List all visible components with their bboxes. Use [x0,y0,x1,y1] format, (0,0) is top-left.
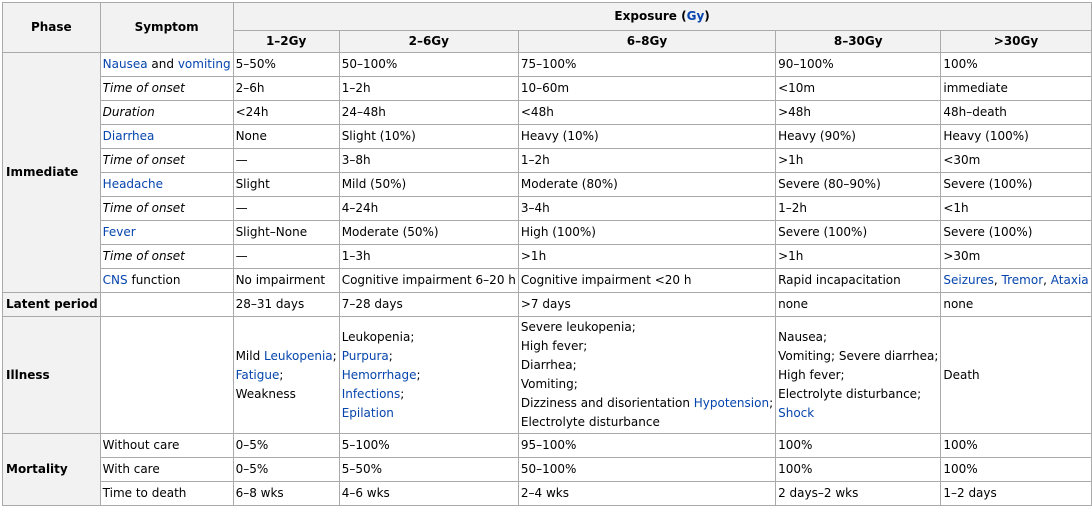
dose-header-1: 1–2Gy [233,31,339,53]
cell: 1–2h [776,197,941,221]
table-row [3,245,1092,269]
cell: 7–28 days [339,293,518,317]
line: Diarrhea; [520,358,577,372]
symptom-time-of-onset: Time of onset [100,77,233,101]
cell: 2–4 wks [518,482,775,506]
cell [776,317,941,434]
cell: 48h–death [941,101,1091,125]
line: High fever; [778,367,845,382]
cell: none [776,293,941,317]
line: Nausea; [778,329,828,344]
shock-link[interactable]: Shock [778,405,815,420]
table-row [3,149,1092,173]
cell: None [233,125,339,149]
cell: 100% [941,434,1091,458]
cell: 100% [941,458,1091,482]
table-row [3,197,1092,221]
cell [100,317,233,434]
nausea-link[interactable]: Nausea [102,57,148,71]
cell: Heavy (10%) [518,125,775,149]
exposure-header [233,3,1091,31]
separator: , [993,273,1002,287]
symptom-cns [100,269,233,293]
weakness-text: Weakness [235,386,296,401]
symptom-time-to-death: Time to death [100,482,233,506]
mild-text: Mild [235,348,265,363]
purpura-link[interactable]: Purpura [341,348,389,363]
cell: Moderate (50%) [339,221,518,245]
symptom-duration: Duration [100,101,233,125]
table-row [3,269,1092,293]
symptom-headache [100,173,233,197]
symptom-fever [100,221,233,245]
cell: — [233,245,339,269]
separator: ; [769,396,774,410]
separator: ; [279,367,284,382]
cell: Severe (100%) [941,173,1091,197]
symptom-time-of-onset: Time of onset [100,245,233,269]
cell: — [233,149,339,173]
line: Severe leukopenia; [520,320,636,334]
vomiting-link[interactable]: vomiting [177,57,231,71]
phase-mortality: Mortality [3,434,101,506]
cell [339,317,518,434]
cell: >48h [776,101,941,125]
cell: 100% [776,434,941,458]
gy-link[interactable]: Gy [686,9,705,23]
cell [233,317,339,434]
dizziness-text: Dizziness and disorientation [520,396,694,410]
cell: 50–100% [339,53,518,77]
cell: High (100%) [518,221,775,245]
dose-header-2: 2–6Gy [339,31,518,53]
symptom-diarrhea [100,125,233,149]
dose-header-4: 8–30Gy [776,31,941,53]
cell: <48h [518,101,775,125]
dose-header-3: 6–8Gy [518,31,775,53]
symptom-nausea [100,53,233,77]
cell: >7 days [518,293,775,317]
epilation-link[interactable]: Epilation [341,405,394,420]
cell: Severe (100%) [776,221,941,245]
cell: Heavy (100%) [941,125,1091,149]
cell: 5–50% [339,458,518,482]
cell: 100% [776,458,941,482]
fatigue-link[interactable]: Fatigue [235,367,280,382]
cell: 0–5% [233,458,339,482]
cell: 4–24h [339,197,518,221]
cell: 100% [941,53,1091,77]
cell: 1–2 days [941,482,1091,506]
cell: none [941,293,1091,317]
fever-link[interactable]: Fever [102,225,136,239]
cell: 2–6h [233,77,339,101]
cell: <10m [776,77,941,101]
symptom-with-care: With care [100,458,233,482]
hemorrhage-link[interactable]: Hemorrhage [341,367,417,382]
cell: 5–100% [339,434,518,458]
function-text: function [127,273,181,287]
separator: ; [400,386,405,401]
cell: Slight [233,173,339,197]
cell: 95–100% [518,434,775,458]
cell [518,317,775,434]
phase-illness: Illness [3,317,101,434]
cell: 3–4h [518,197,775,221]
cell: Moderate (80%) [518,173,775,197]
radiation-sickness-table [2,2,1092,506]
table-row [3,101,1092,125]
table-row [3,173,1092,197]
cell: Death [941,317,1091,434]
cell: 5–50% [233,53,339,77]
cell: 6–8 wks [233,482,339,506]
cell: 2 days–2 wks [776,482,941,506]
table-row [3,293,1092,317]
infections-link[interactable]: Infections [341,386,401,401]
cell: 4–6 wks [339,482,518,506]
cell: Cognitive impairment <20 h [518,269,775,293]
cell: >30m [941,245,1091,269]
symptom-header: Symptom [100,3,233,53]
symptom-without-care: Without care [100,434,233,458]
table-row [3,482,1092,506]
symptom-time-of-onset: Time of onset [100,197,233,221]
header-row-1 [3,3,1092,31]
dose-header-5: >30Gy [941,31,1091,53]
line: High fever; [520,339,588,353]
cell: 24–48h [339,101,518,125]
cell [941,269,1091,293]
phase-immediate: Immediate [3,53,101,293]
leukopenia-link[interactable]: Leukopenia [264,348,333,363]
cell: <24h [233,101,339,125]
line: Electrolyte disturbance; [778,386,922,401]
cell: Slight–None [233,221,339,245]
line: Vomiting; Severe diarrhea; [778,348,939,363]
ataxia-link[interactable]: Ataxia [1050,273,1089,287]
cell: Severe (80–90%) [776,173,941,197]
headache-link[interactable]: Headache [102,177,163,191]
phase-latent: Latent period [3,293,101,317]
table-row [3,221,1092,245]
separator: ; [332,348,337,363]
line: Electrolyte disturbance [520,415,660,429]
cell [100,293,233,317]
and-text: and [147,57,178,71]
separator: ; [416,367,421,382]
cell: 50–100% [518,458,775,482]
cell: No impairment [233,269,339,293]
cell: Cognitive impairment 6–20 h [339,269,518,293]
cell: 3–8h [339,149,518,173]
cell: 90–100% [776,53,941,77]
line: Vomiting; [520,377,578,391]
cell: Rapid incapacitation [776,269,941,293]
cell: Heavy (90%) [776,125,941,149]
cell: 28–31 days [233,293,339,317]
cell: 1–3h [339,245,518,269]
cell: >1h [776,245,941,269]
exposure-label: Exposure ( [614,9,687,23]
separator: ; [410,329,415,344]
cell: Severe (100%) [941,221,1091,245]
table-row [3,77,1092,101]
cell: <30m [941,149,1091,173]
leukopenia-text: Leukopenia [341,329,411,344]
cell: Mild (50%) [339,173,518,197]
cell: >1h [776,149,941,173]
diarrhea-link[interactable]: Diarrhea [102,129,155,143]
cell: — [233,197,339,221]
separator: ; [388,348,393,363]
cell: 0–5% [233,434,339,458]
symptom-time-of-onset: Time of onset [100,149,233,173]
separator: , [1043,273,1051,287]
cell: <1h [941,197,1091,221]
exposure-paren: ) [704,9,710,23]
cell: immediate [941,77,1091,101]
cell: >1h [518,245,775,269]
cell: 1–2h [518,149,775,173]
phase-header: Phase [3,3,101,53]
table-row [3,434,1092,458]
cns-link[interactable]: CNS [102,273,128,287]
table-row [3,458,1092,482]
table-row [3,317,1092,434]
seizures-link[interactable]: Seizures [943,273,994,287]
cell: Slight (10%) [339,125,518,149]
cell: 1–2h [339,77,518,101]
table-row [3,53,1092,77]
cell: 10–60m [518,77,775,101]
hypotension-link[interactable]: Hypotension [693,396,770,410]
cell: 75–100% [518,53,775,77]
table-row [3,125,1092,149]
tremor-link[interactable]: Tremor [1001,273,1044,287]
